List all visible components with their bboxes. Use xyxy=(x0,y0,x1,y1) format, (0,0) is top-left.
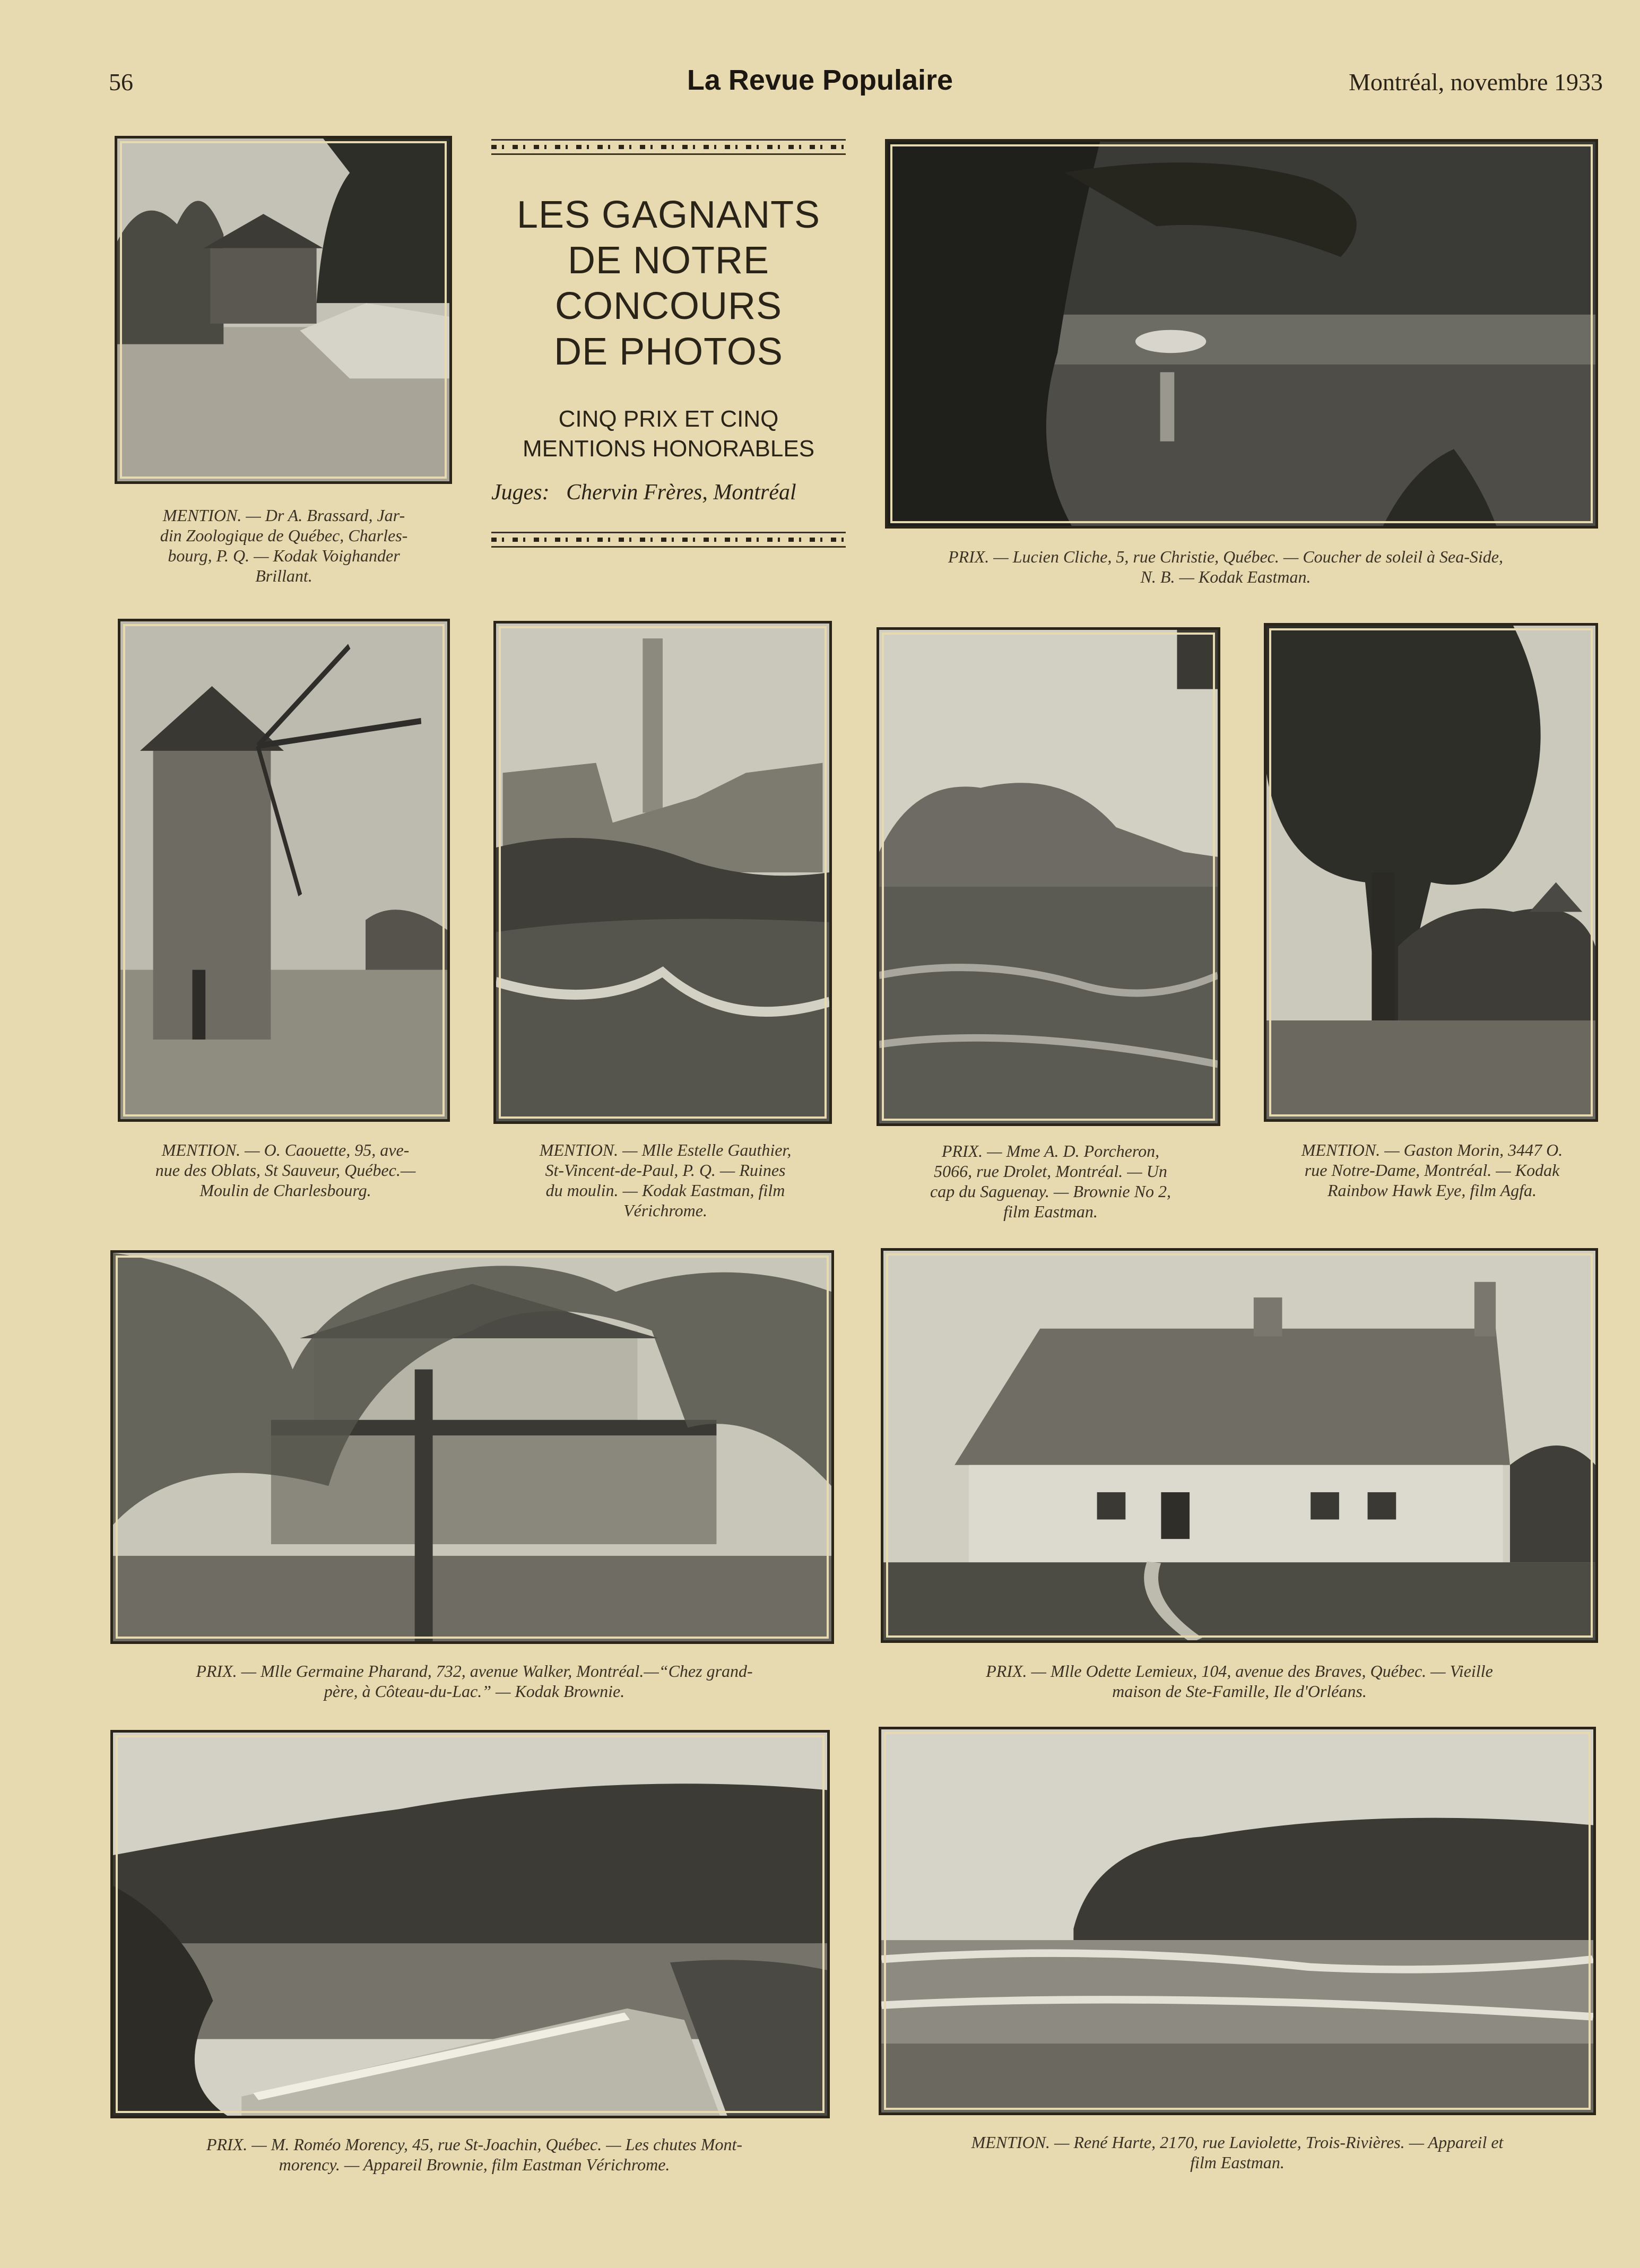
caption-saguenay: PRIX. — Mme A. D. Porcheron, 5066, rue Drolet, Montréal. — Un cap du Saguenay. — Brownie No 2, film Eastman. xyxy=(930,1141,1171,1221)
photo-windmill xyxy=(118,619,450,1122)
photo-house-porch xyxy=(110,1250,834,1644)
photo-sunset-sea-side xyxy=(885,139,1598,529)
page-number: 56 xyxy=(109,68,133,96)
subhead: CINQ PRIX ET CINQ MENTIONS HONORABLES xyxy=(522,406,815,462)
ornament-rule-top xyxy=(491,139,846,155)
caption-tree: MENTION. — Gaston Morin, 3447 O. rue Notre-Dame, Montréal. — Kodak Rainbow Hawk Eye, film Agfa. xyxy=(1301,1140,1563,1200)
dateline: Montréal, novembre 1933 xyxy=(1348,68,1603,96)
caption-rapids: MENTION. — René Harte, 2170, rue Laviolette, Trois-Rivières. — Appareil et film Eastman. xyxy=(971,2133,1504,2172)
contest-title-block xyxy=(488,139,849,548)
caption-ruins: MENTION. — Mlle Estelle Gauthier, St-Vincent-de-Paul, P. Q. — Ruines du moulin. — Kodak Eastman, film Vérichrome. xyxy=(539,1140,792,1220)
judges-line: Juges: Chervin Frères, Montréal xyxy=(491,480,796,505)
photo-rapids xyxy=(879,1727,1596,2115)
caption-falls: PRIX. — M. Roméo Morency, 45, rue St-Joachin, Québec. — Les chutes Mont- morency. — Appareil Brownie, film Eastman Vérichrome. xyxy=(206,2135,743,2174)
photo-saguenay-cape xyxy=(877,627,1220,1126)
caption-house-porch: PRIX. — Mlle Germaine Pharand, 732, avenue Walker, Montréal.—“Chez grand- père, à Côteau-du-Lac.” — Kodak Brownie. xyxy=(196,1661,753,1701)
photo-mill-ruins xyxy=(493,621,832,1124)
photo-montmorency-falls xyxy=(110,1730,830,2118)
photo-tall-tree-house xyxy=(1264,623,1598,1122)
photo-zoo-building xyxy=(115,136,452,484)
caption-stone-house: PRIX. — Mlle Odette Lemieux, 104, avenue des Braves, Québec. — Vieille maison de Ste-Famille, Ile d'Orléans. xyxy=(986,1661,1493,1701)
ornament-rule-bottom xyxy=(491,532,846,548)
caption-mill: MENTION. — O. Caouette, 95, ave- nue des Oblats, St Sauveur, Québec.— Moulin de Charlesbourg. xyxy=(155,1140,416,1200)
caption-zoo: MENTION. — Dr A. Brassard, Jar- din Zoologique de Québec, Charles- bourg, P. Q. — Kodak Voighander Brillant. xyxy=(160,506,408,585)
caption-sunset: PRIX. — Lucien Cliche, 5, rue Christie, Québec. — Coucher de soleil à Sea-Side, N. B. — Kodak Eastman. xyxy=(948,547,1503,586)
masthead: La Revue Populaire xyxy=(687,64,953,96)
photo-old-stone-house xyxy=(881,1248,1598,1643)
headline: LES GAGNANTS DE NOTRE CONCOURS DE PHOTOS xyxy=(516,194,821,373)
